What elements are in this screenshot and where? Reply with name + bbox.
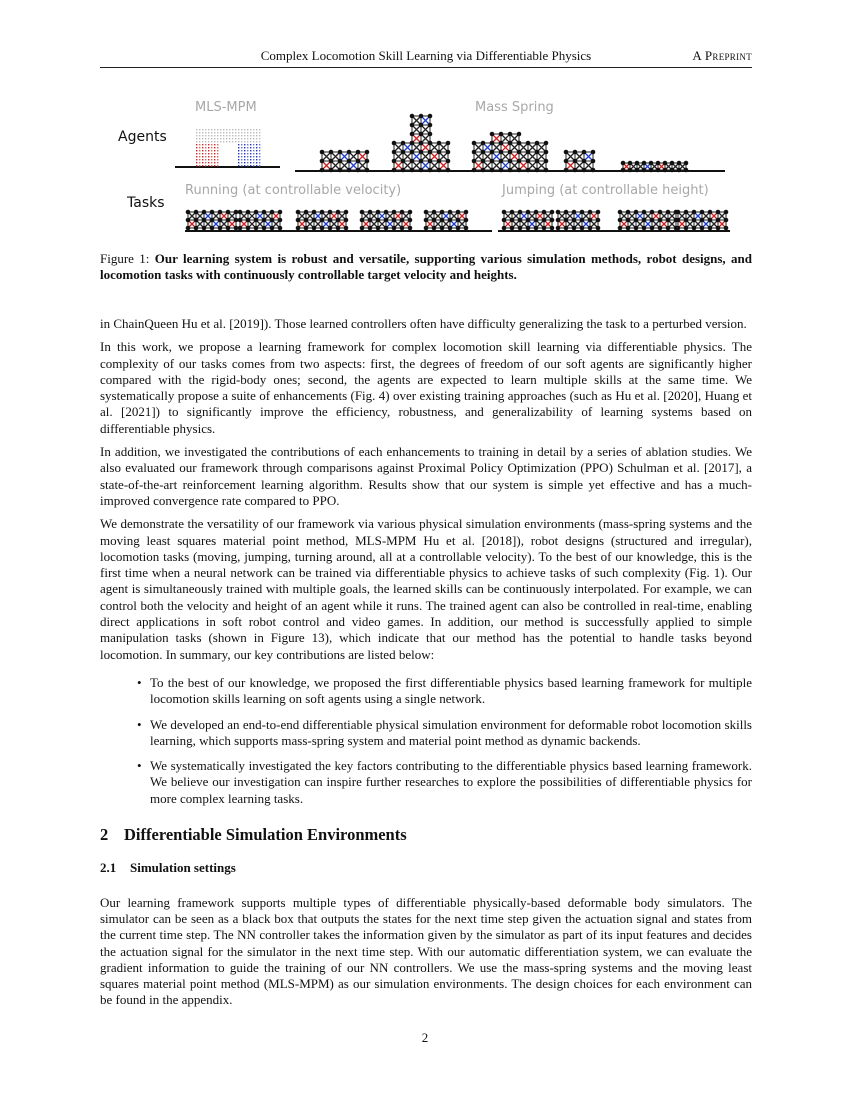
figure-1 — [100, 95, 752, 240]
caption-label: Figure 1: — [100, 251, 150, 266]
task-robot — [186, 210, 239, 231]
contributions-list — [100, 675, 752, 807]
paragraph: in ChainQueen Hu et al. [2019]). Those learned controllers often have difficulty generalizing the task to a perturbed version. — [100, 316, 747, 331]
row-label-agents: Agents — [118, 129, 167, 145]
figure-caption — [100, 251, 752, 283]
robot-agent — [392, 141, 451, 173]
header-title: Complex Locomotion Skill Learning via Differentiable Physics — [260, 48, 592, 63]
list-item: • To the best of our knowledge, we proposed the first differentiable physics based learning framework for multiple locomotion skills learning on soft agents using a single network. — [150, 675, 752, 708]
heading-mass-spring: Mass Spring — [475, 100, 554, 115]
section-title: Differentiable Simulation Environments — [124, 825, 407, 845]
paragraph: Our learning framework supports multiple types of differentiable physically-based deformable body simulators. The simulator can be seen as a black box that outputs the states for the next time step given the actuation signal and states from the current time step. The NN controller takes the information given by the simulator as part of its input features and decides the actuation signal for the simulator in the next time step. With our automatic differentiation system, we can evaluate the gradient information to guide the training of our NN controllers. We use the mass-spring systems and the moving least squares material point method (MLS-MPM) as our simulation environments. The design choices for each environment can be found in the appendix. — [100, 894, 752, 1008]
heading-jumping: Jumping (at controllable height) — [502, 183, 709, 198]
subsection-number: 2.1 — [100, 860, 117, 876]
task-robot — [618, 210, 679, 231]
header-preprint: A Preprint — [692, 48, 752, 63]
header-rule — [100, 67, 752, 68]
task-robot — [424, 210, 469, 231]
section-number: 2 — [100, 825, 109, 845]
paragraph: We demonstrate the versatility of our framework via various physical simulation environments (mass-spring systems and the moving least squares material point method, MLS-MPM Hu et al. [2018]), robot designs (structured and irregular), locomotion tasks (moving, jumping, turning around, all at a controllable velocity). To the best of our knowledge, this is the first time when a neural network can be trained via differentiable physics to achieve tasks of such complexity (Fig. 1). Our agent is simultaneously trained with multiple goals, the learned skills can be continuously interpolated. For example, we can control both the velocity and height of an agent while it runs. The trained agent can also be controlled in real-time, enabling direct applications in soft robot control and video games. In addition, our method is successfully applied to simple manipulation tasks (shown in Figure 13), which indicate that our method has the potential to handle tasks beyond locomotion. In summary, our key contributions are listed below: — [100, 516, 752, 662]
task-robot — [296, 210, 349, 231]
section-heading — [100, 827, 752, 843]
paragraph: In this work, we propose a learning framework for complex locomotion skill learning via differentiable physics. The complexity of our tasks comes from two aspects: first, the degrees of freedom of our soft agents are significantly higher compared with the rigid-body ones; second, the agents are expected to learn multiple skills at the same time. We systematically propose a suite of enhancements (Fig. 4) over existing training approaches (such as Hu et al. [2020], Huang et al. [2021]) to significantly improve the efficiency, robustness, and generalizability of learning systems based on differentiable physics. — [100, 339, 752, 436]
list-item: • We developed an end-to-end differentiable physical simulation environment for deformable robot locomotion skills learning, which supports mass-spring system and material point method as dynamic backends. — [150, 717, 752, 750]
row-label-tasks: Tasks — [127, 195, 165, 211]
subsection-title: Simulation settings — [130, 860, 236, 876]
running-header — [100, 48, 752, 68]
task-robot — [360, 210, 413, 231]
figure-1-illustration — [100, 95, 752, 240]
task-robot — [502, 210, 555, 231]
robot-agent — [564, 150, 596, 173]
heading-mls-mpm: MLS-MPM — [195, 100, 257, 115]
list-item: • We systematically investigated the key factors contributing to the differentiable physics based learning framework. We believe our investigation can inspire further researches to explore the possibilities of differentiable physics for more complex learning tasks. — [150, 758, 752, 807]
robot-agent — [410, 114, 433, 146]
task-robot — [238, 210, 283, 231]
heading-running: Running (at controllable velocity) — [185, 183, 402, 198]
subsection-heading — [100, 860, 752, 876]
task-robot — [676, 210, 729, 231]
mls-mpm-agent — [196, 129, 260, 166]
robot-agent — [490, 132, 522, 146]
page-number: 2 — [421, 1030, 429, 1045]
body-text — [100, 316, 752, 1016]
task-robot — [556, 210, 601, 231]
robot-agent — [320, 150, 370, 173]
robot-agent — [472, 141, 549, 173]
caption-text: Our learning system is robust and versatile, supporting various simulation methods, robot designs, and locomotion tasks with continuously controllable target velocity and heights. — [100, 251, 752, 282]
paragraph: In addition, we investigated the contributions of each enhancements to training in detail by a series of ablation studies. We also evaluated our framework through comparisons against Proximal Policy Optimization (PPO) Schulman et al. [2017], a state-of-the-art reinforcement learning algorithm. Results show that our system is simple yet effective and has a much-improved convergence rate compared to PPO. — [100, 444, 752, 508]
